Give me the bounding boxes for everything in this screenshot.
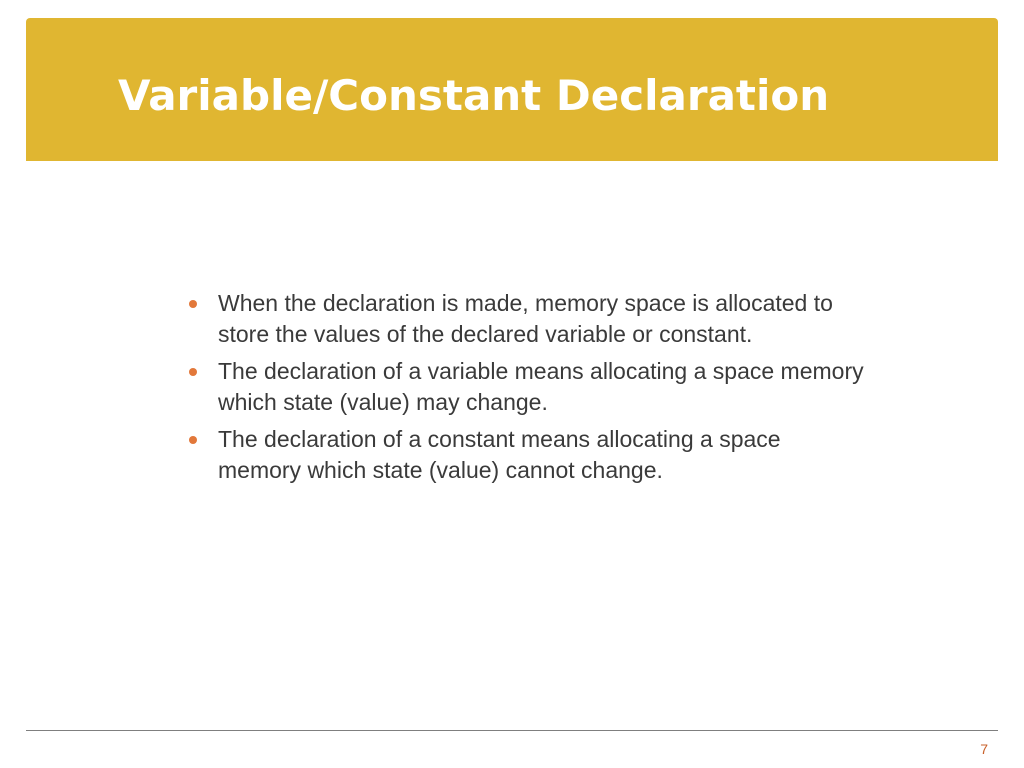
bullet-text: The declaration of a constant means allocating a space memory which state (value) cannot change. [218, 426, 781, 483]
footer-divider [26, 730, 998, 731]
bullet-item [186, 424, 866, 486]
slide-title: Variable/Constant Declaration [118, 71, 830, 120]
page-number: 7 [980, 741, 988, 757]
bullet-text: The declaration of a variable means allocating a space memory which state (value) may change. [218, 358, 864, 415]
bullet-text: When the declaration is made, memory space is allocated to store the values of the declared variable or constant. [218, 290, 833, 347]
bullet-dot-icon [189, 300, 197, 308]
title-bar [26, 18, 998, 161]
bullet-item [186, 356, 866, 418]
bullet-dot-icon [189, 436, 197, 444]
bullet-list [186, 288, 866, 492]
bullet-dot-icon [189, 368, 197, 376]
bullet-item [186, 288, 866, 350]
